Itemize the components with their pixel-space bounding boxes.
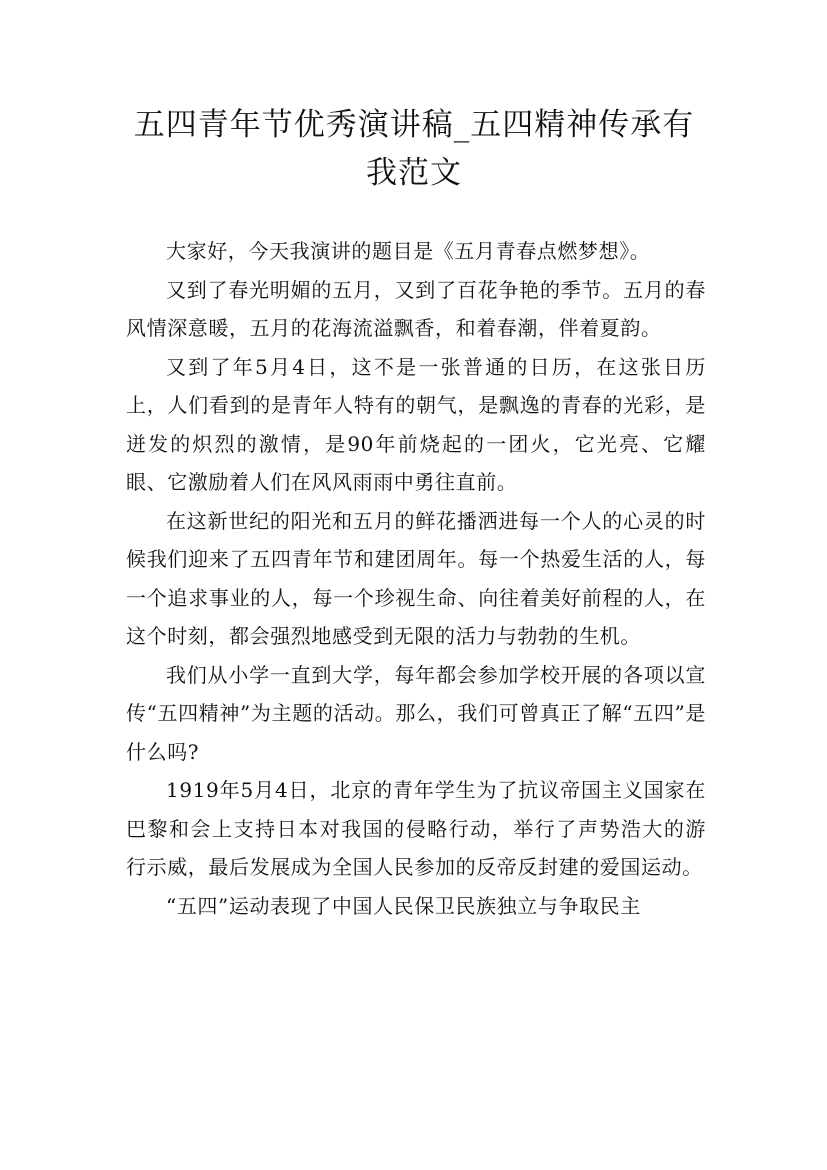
paragraph: 在这新世纪的阳光和五月的鲜花播洒进每一个人的心灵的时候我们迎来了五四青年节和建团周年。每一个热爱生活的人，每一个追求事业的人，每一个珍视生命、向往着美好前程的人，在这个时刻，都会强烈地感受到无限的活力与勃勃的生机。 — [126, 508, 706, 648]
document-title: 五四青年节优秀演讲稿_五四精神传承有我范文 — [133, 107, 695, 191]
paragraph: 大家好，今天我演讲的题目是《五月青春点燃梦想》。 — [166, 239, 651, 263]
paragraph: 我们从小学一直到大学，每年都会参加学校开展的各项以宣传“五四精神”为主题的活动。那么，我们可曾真正了解“五四”是什么吗? — [126, 662, 706, 764]
paragraph: “五四”运动表现了中国人民保卫民族独立与争取民主 — [166, 893, 641, 918]
paragraph: 又到了春光明媚的五月，又到了百花争艳的季节。五月的春风情深意暖，五月的花海流溢飘香，和着春潮，伴着夏韵。 — [126, 277, 706, 340]
paragraph: 1919年5月4日，北京的青年学生为了抗议帝国主义国家在巴黎和会上支持日本对我国的侵略行动，举行了声势浩大的游 行示威，最后发展成为全国人民参加的反帝反封建的爱国运动。 — [126, 778, 706, 879]
paragraph: 又到了年5月4日，这不是一张普通的日历，在这张日历上，人们看到的是青年人特有的朝气，是飘逸的青春的光彩，是迸发的炽烈的激情，是90年前烧起的一团火，它光亮、它耀眼、它激励着人们在风风雨雨中勇往直前。 — [126, 354, 706, 494]
document-body — [126, 232, 706, 925]
